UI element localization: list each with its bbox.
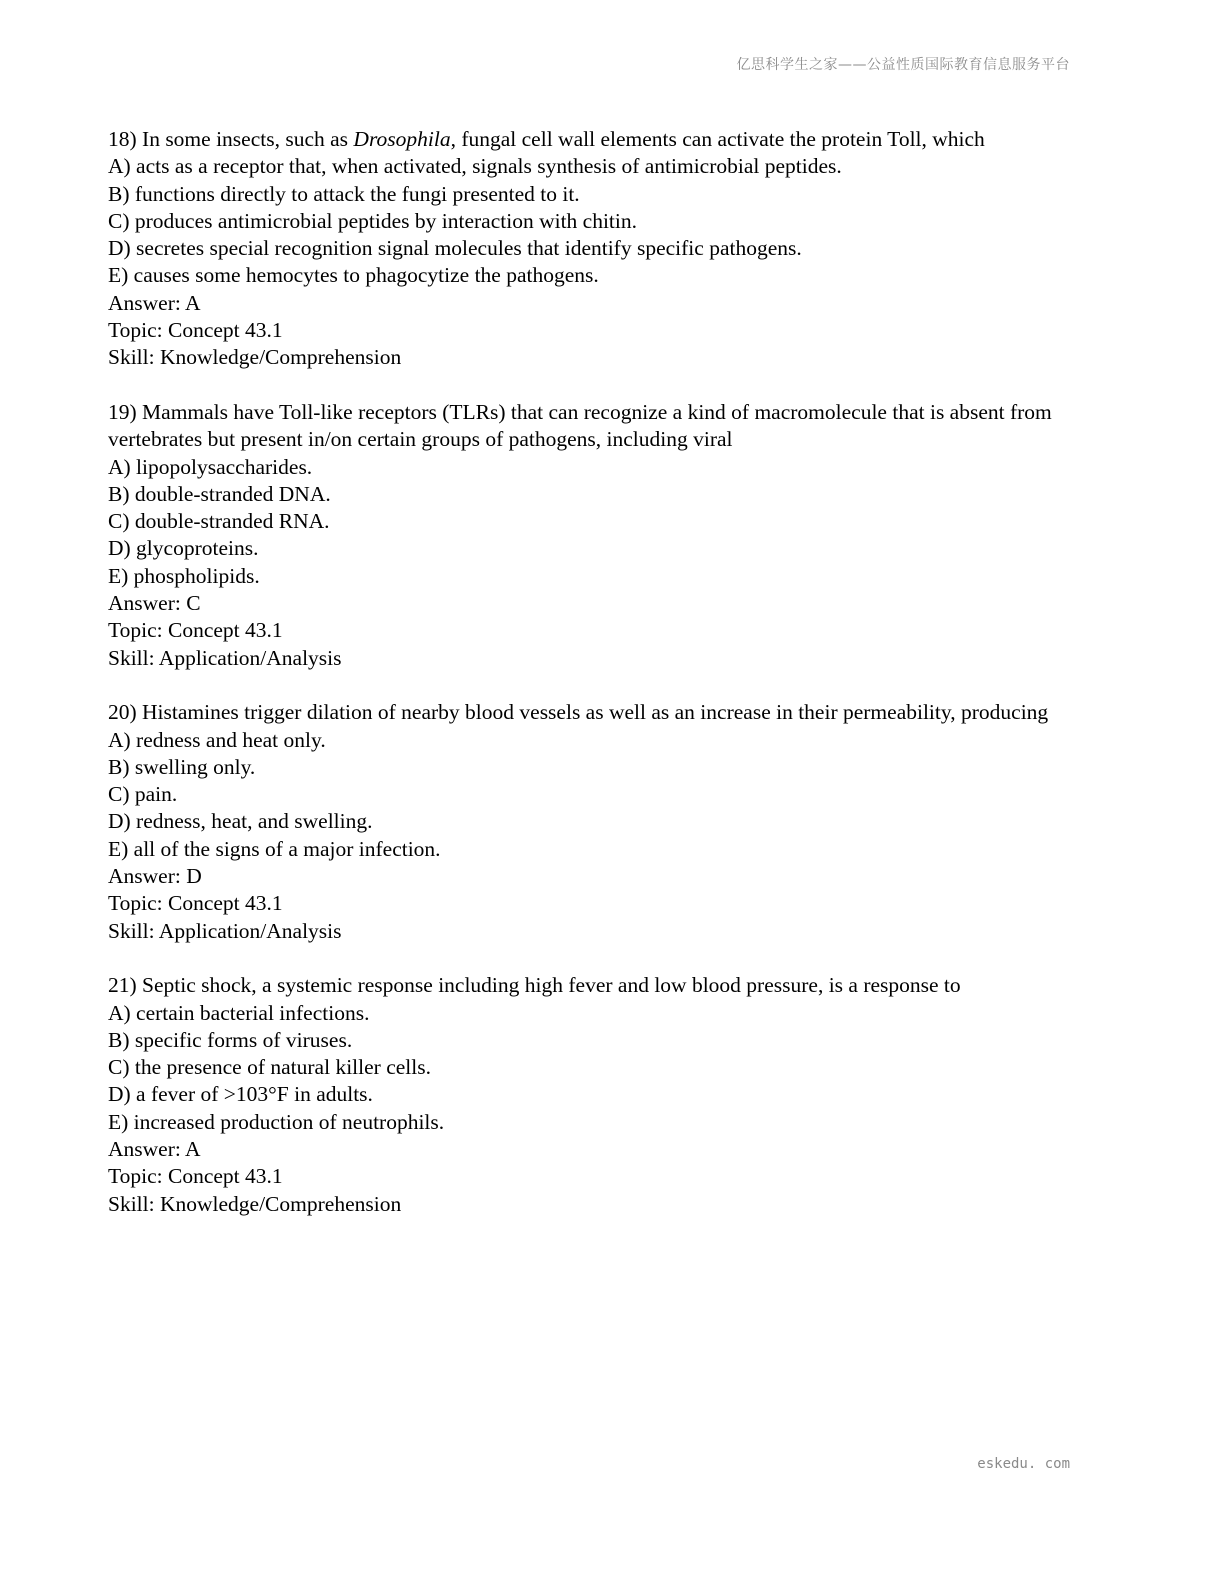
option-c: C) produces antimicrobial peptides by interaction with chitin. [108, 208, 638, 233]
answer-line: Answer: A [108, 290, 201, 315]
topic-line: Topic: Concept 43.1 [108, 891, 283, 916]
question-21 [108, 972, 1118, 1218]
question-stem: 21) Septic shock, a systemic response including high fever and low blood pressure, is a response to [108, 973, 961, 998]
option-a: A) certain bacterial infections. [108, 1000, 370, 1025]
topic-line: Topic: Concept 43.1 [108, 318, 283, 343]
option-e: E) all of the signs of a major infection. [108, 836, 441, 861]
question-stem: 20) Histamines trigger dilation of nearby blood vessels as well as an increase in their permeability, producing [108, 700, 1049, 725]
option-e: E) phospholipids. [108, 563, 260, 588]
option-b: B) specific forms of viruses. [108, 1027, 353, 1052]
question-20 [108, 699, 1118, 945]
page-footer: eskedu. com [977, 1456, 1070, 1472]
option-b: B) functions directly to attack the fungi presented to it. [108, 181, 580, 206]
question-18 [108, 126, 1118, 372]
option-a: A) redness and heat only. [108, 727, 326, 752]
skill-line: Skill: Knowledge/Comprehension [108, 345, 402, 370]
option-d: D) secretes special recognition signal molecules that identify specific pathogens. [108, 236, 802, 261]
option-e: E) increased production of neutrophils. [108, 1109, 445, 1134]
answer-line: Answer: C [108, 591, 201, 616]
stem-italic-term: Drosophila [353, 127, 451, 151]
skill-line: Skill: Application/Analysis [108, 645, 342, 670]
option-c: C) the presence of natural killer cells. [108, 1055, 431, 1080]
question-19 [108, 399, 1118, 672]
answer-line: Answer: D [108, 864, 202, 889]
question-list [108, 126, 1118, 1245]
option-b: B) swelling only. [108, 754, 256, 779]
stem-text-after: , fungal cell wall elements can activate the protein Toll, which [450, 127, 985, 151]
skill-line: Skill: Knowledge/Comprehension [108, 1191, 402, 1216]
topic-line: Topic: Concept 43.1 [108, 1164, 283, 1189]
question-stem [108, 126, 1118, 153]
option-d: D) glycoproteins. [108, 536, 259, 561]
page-header: 亿思科学生之家——公益性质国际教育信息服务平台 [736, 57, 1070, 73]
option-d: D) redness, heat, and swelling. [108, 809, 373, 834]
question-stem: 19) Mammals have Toll-like receptors (TLRs) that can recognize a kind of macromolecule that is absent from vertebrates but present in/on certain groups of pathogens, including viral [108, 399, 1052, 452]
topic-line: Topic: Concept 43.1 [108, 618, 283, 643]
option-c: C) double-stranded RNA. [108, 509, 330, 534]
option-a: A) acts as a receptor that, when activated, signals synthesis of antimicrobial peptides. [108, 154, 842, 179]
option-d: D) a fever of >103°F in adults. [108, 1082, 373, 1107]
answer-line: Answer: A [108, 1136, 201, 1161]
option-e: E) causes some hemocytes to phagocytize the pathogens. [108, 263, 599, 288]
stem-text-before: 18) In some insects, such as [108, 127, 354, 151]
skill-line: Skill: Application/Analysis [108, 918, 342, 943]
option-c: C) pain. [108, 782, 178, 807]
option-a: A) lipopolysaccharides. [108, 454, 313, 479]
option-b: B) double-stranded DNA. [108, 481, 331, 506]
